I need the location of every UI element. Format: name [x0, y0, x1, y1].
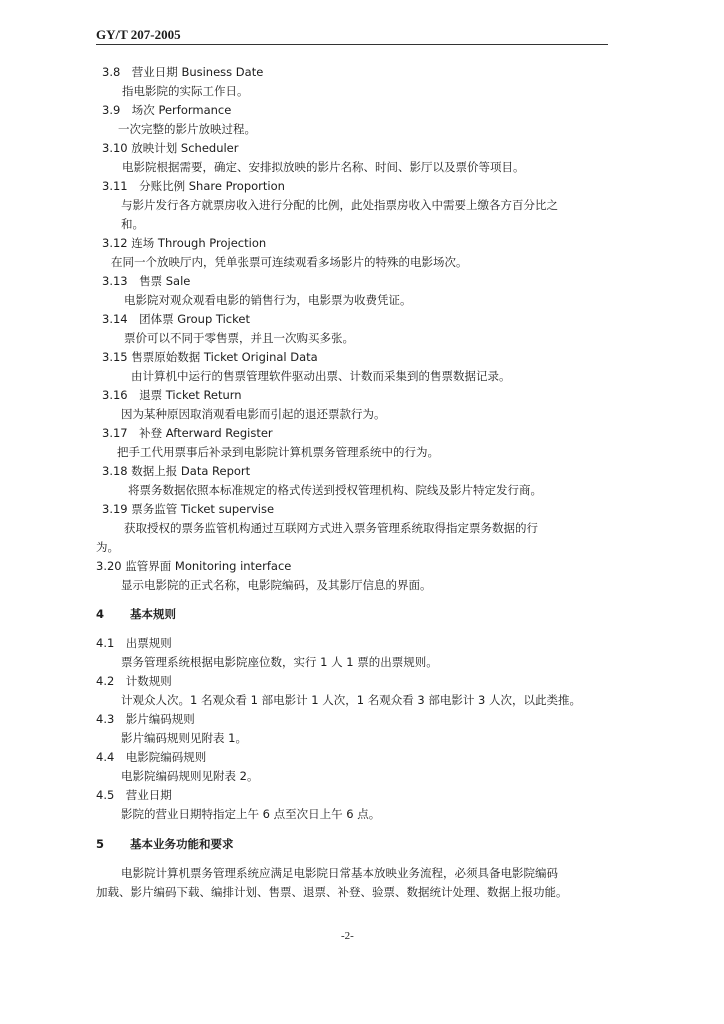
section-4-4-heading: 4.4 电影院编码规则 — [96, 750, 207, 764]
section-3-17-text: 把手工代用票事后补录到电影院计算机票务管理系统中的行为。 — [117, 445, 439, 459]
chapter-5-number: 5 — [96, 837, 105, 851]
section-3-15-heading: 3.15 售票原始数据 Ticket Original Data — [102, 350, 318, 364]
section-3-19-text: 获取授权的票务监管机构通过互联网方式进入票务管理系统取得指定票务数据的行 — [124, 521, 538, 535]
section-3-8-heading: 3.8 营业日期 Business Date — [102, 65, 264, 79]
section-3-11-text-cont: 和。 — [121, 217, 144, 231]
section-4-4-text: 电影院编码规则见附表 2。 — [121, 769, 259, 783]
section-3-12-heading: 3.12 连场 Through Projection — [102, 236, 267, 250]
section-3-15-text: 由计算机中运行的售票管理软件驱动出票、计数而采集到的售票数据记录。 — [131, 369, 511, 383]
section-4-5-heading: 4.5 营业日期 — [96, 788, 172, 802]
chapter-4-heading — [96, 606, 176, 622]
section-3-8-text: 指电影院的实际工作日。 — [122, 84, 249, 98]
chapter-5-title: 基本业务功能和要求 — [130, 837, 234, 851]
section-3-17-heading: 3.17 补登 Afterward Register — [102, 426, 273, 440]
page-number: -2- — [341, 930, 354, 942]
section-3-13-text: 电影院对观众观看电影的销售行为，电影票为收费凭证。 — [124, 293, 412, 307]
section-4-3-heading: 4.3 影片编码规则 — [96, 712, 195, 726]
section-3-9-text: 一次完整的影片放映过程。 — [118, 122, 256, 136]
section-3-19-heading: 3.19 票务监管 Ticket supervise — [102, 502, 275, 516]
section-4-2-heading: 4.2 计数规则 — [96, 674, 172, 688]
header-rule — [96, 44, 608, 45]
chapter-5-paragraph: 电影院计算机票务管理系统应满足电影院日常基本放映业务流程，必须具备电影院编码 — [121, 866, 558, 880]
section-4-1-heading: 4.1 出票规则 — [96, 636, 172, 650]
section-3-11-heading: 3.11 分账比例 Share Proportion — [102, 179, 285, 193]
section-3-11-text: 与影片发行各方就票房收入进行分配的比例，此处指票房收入中需要上缴各方百分比之 — [121, 198, 558, 212]
chapter-4-number: 4 — [96, 607, 105, 621]
section-3-14-text: 票价可以不同于零售票，并且一次购买多张。 — [124, 331, 354, 345]
chapter-5-paragraph-cont: 加载、影片编码下载、编排计划、售票、退票、补登、验票、数据统计处理、数据上报功能。 — [96, 885, 568, 899]
section-3-18-heading: 3.18 数据上报 Data Report — [102, 464, 251, 478]
section-4-1-text: 票务管理系统根据电影院座位数，实行 1 人 1 票的出票规则。 — [121, 655, 438, 669]
section-4-2-text: 计观众人次。1 名观众看 1 部电影计 1 人次，1 名观众看 3 部电影计 3 人次，以此类推。 — [121, 693, 581, 707]
section-3-20-text: 显示电影院的正式名称，电影院编码，及其影厅信息的界面。 — [121, 578, 432, 592]
section-3-20-heading: 3.20 监管界面 Monitoring interface — [96, 559, 292, 573]
chapter-4-title: 基本规则 — [130, 607, 176, 621]
section-3-16-heading: 3.16 退票 Ticket Return — [102, 388, 242, 402]
section-4-5-text: 影院的营业日期特指定上午 6 点至次日上午 6 点。 — [121, 807, 381, 821]
section-3-18-text: 将票务数据依照本标准规定的格式传送到授权管理机构、院线及影片特定发行商。 — [128, 483, 542, 497]
standard-header: GY/T 207-2005 — [96, 27, 181, 42]
chapter-5-heading — [96, 836, 234, 852]
section-3-13-heading: 3.13 售票 Sale — [102, 274, 191, 288]
section-3-16-text: 因为某种原因取消观看电影而引起的退还票款行为。 — [121, 407, 386, 421]
section-3-19-text-cont: 为。 — [96, 540, 119, 554]
section-3-9-heading: 3.9 场次 Performance — [102, 103, 232, 117]
section-3-10-text: 电影院根据需要，确定、安排拟放映的影片名称、时间、影厅以及票价等项目。 — [122, 160, 525, 174]
section-3-12-text: 在同一个放映厅内，凭单张票可连续观看多场影片的特殊的电影场次。 — [111, 255, 468, 269]
section-3-14-heading: 3.14 团体票 Group Ticket — [102, 312, 250, 326]
section-3-10-heading: 3.10 放映计划 Scheduler — [102, 141, 239, 155]
section-4-3-text: 影片编码规则见附表 1。 — [121, 731, 247, 745]
